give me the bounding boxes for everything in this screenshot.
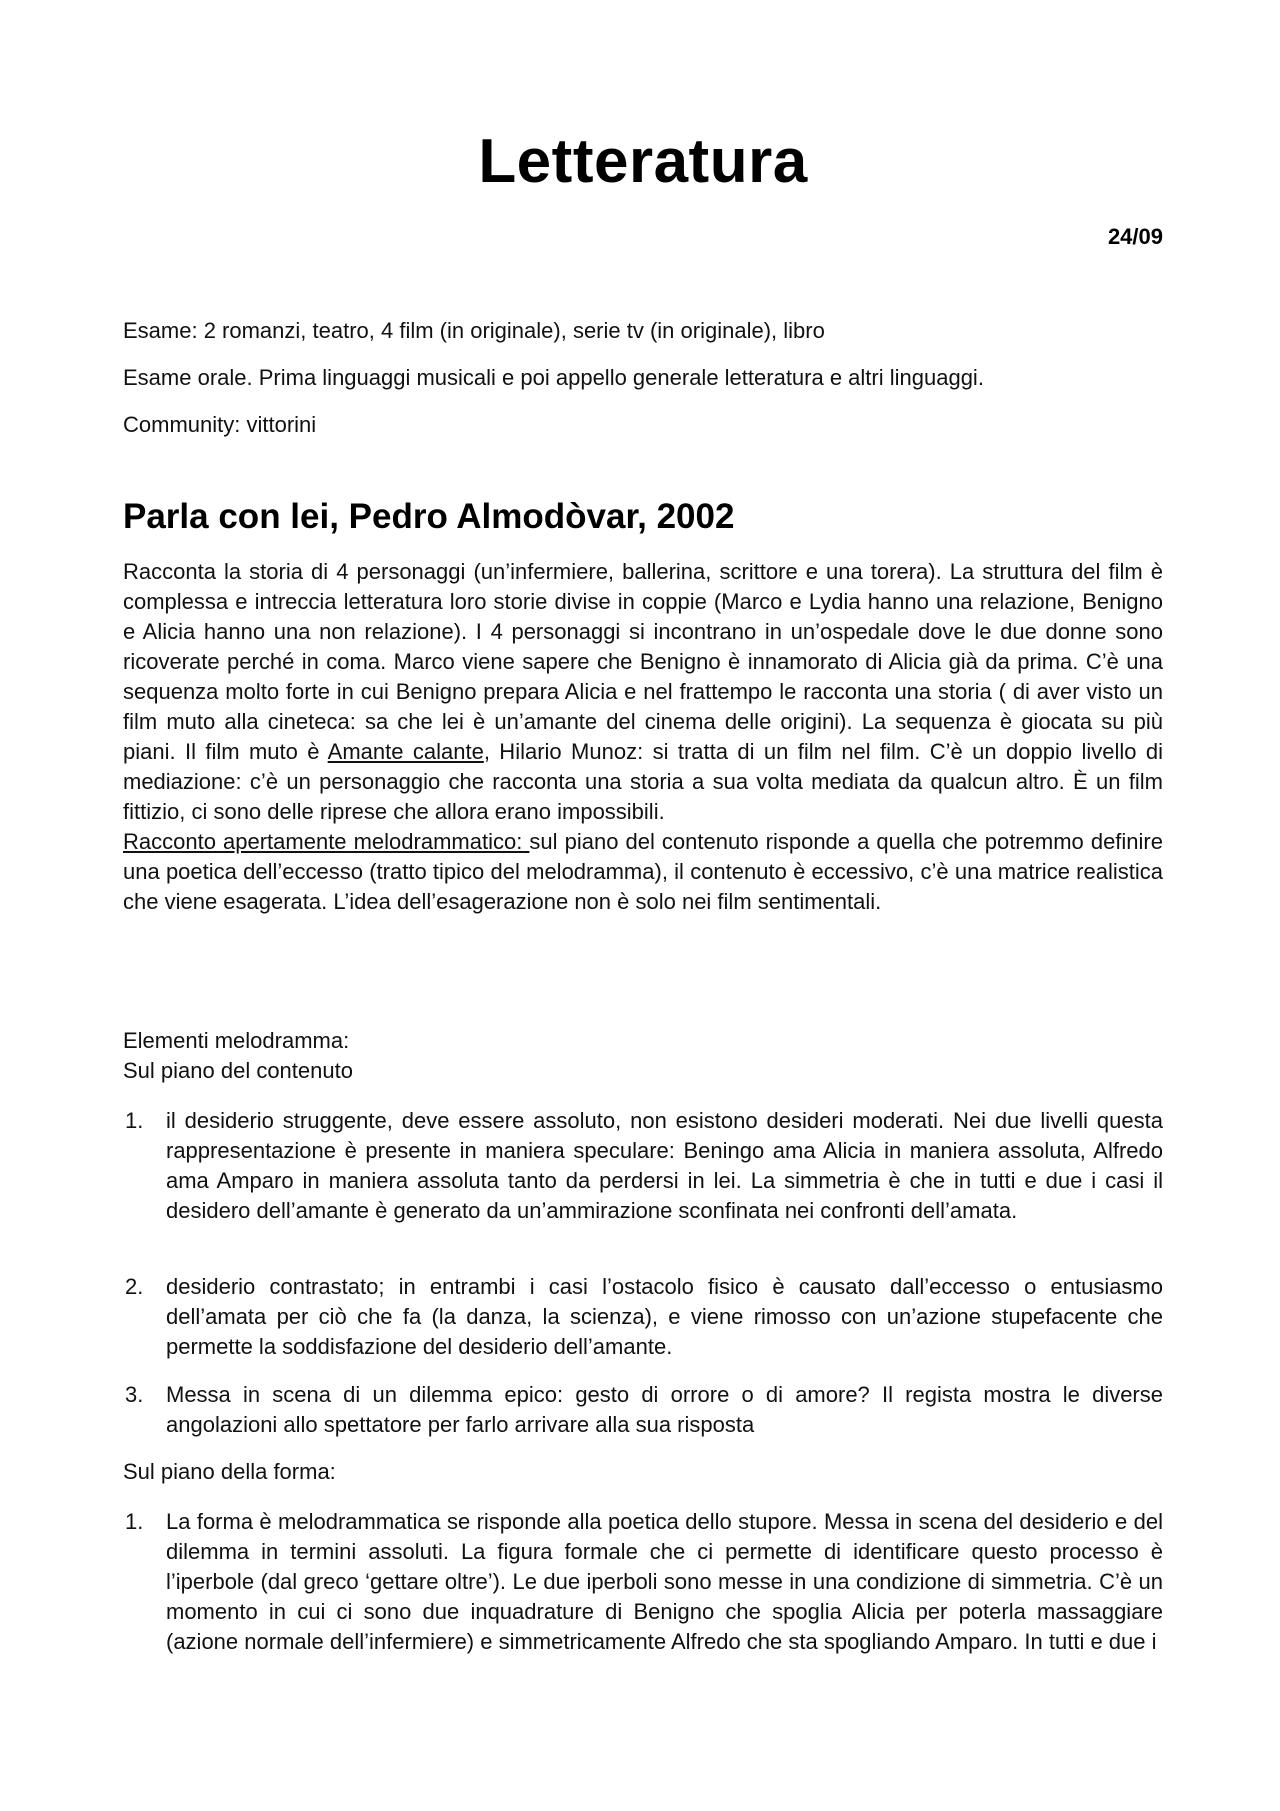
list-number: 3.: [125, 1382, 144, 1407]
exam-line: Esame: 2 romanzi, teatro, 4 film (in originale), serie tv (in originale), libro: [123, 318, 825, 343]
intro-text-b: , Hilario Munoz: si tratta di un film nel film. C’è un doppio livello di mediazione: c’è un personaggio che racconta una storia a sua volta mediata da qualcun altro. È un film fittizio, ci sono delle riprese che allora erano impossibili.: [123, 739, 1163, 824]
oral-exam-line: Esame orale. Prima linguaggi musicali e poi appello generale letteratura e altri linguaggi.: [123, 365, 984, 390]
content-label: Sul piano del contenuto: [123, 1058, 353, 1083]
list-number: 1.: [125, 1108, 144, 1133]
film-title-link: Amante calante: [327, 739, 484, 764]
intro-paragraph: [123, 557, 1163, 917]
section-heading: Parla con lei, Pedro Almodòvar, 2002: [123, 497, 735, 536]
lecture-date: 24/09: [1107, 224, 1163, 249]
melodrama-heading: Racconto apertamente melodrammatico:: [123, 829, 530, 854]
list-number: 2.: [125, 1274, 144, 1299]
list-text: Messa in scena di un dilemma epico: gesto di orrore o di amore? Il regista mostra le diverse angolazioni allo spettatore per farlo arrivare alla sua risposta: [166, 1382, 1163, 1437]
list-number: 1.: [125, 1509, 144, 1534]
melodrama-text: sul piano del contenuto risponde a quella che potremmo definire una poetica dell’eccesso (tratto tipico del melodramma), il contenuto è eccessivo, c’è una matrice realistica che viene esagerata. L’idea dell’esagerazione non è solo nei film sentimentali.: [123, 829, 1163, 914]
elements-label: Elementi melodramma:: [123, 1028, 350, 1053]
list-text: La forma è melodrammatica se risponde alla poetica dello stupore. Messa in scena del desiderio e del dilemma in termini assoluti. La figura formale che ci permette di identificare questo processo è l’iperbole (dal greco ‘gettare oltre’). Le due iperboli sono messe in una condizione di simmetria. C’è un momento in cui ci sono due inquadrature di Benigno che spoglia Alicia per poterla massaggiare (azione normale dell’infermiere) e simmetricamente Alfredo che sta spogliando Amparo. In tutti e due i: [166, 1509, 1163, 1654]
list-text: desiderio contrastato; in entrambi i casi l’ostacolo fisico è causato dall’eccesso o entusiasmo dell’amata per ciò che fa (la danza, la scienza), e viene rimosso con un’azione stupefacente che permette la soddisfazione del desiderio dell’amante.: [166, 1274, 1163, 1359]
form-label: Sul piano della forma:: [123, 1459, 336, 1484]
intro-text-a: Racconta la storia di 4 personaggi (un’infermiere, ballerina, scrittore e una torera). La struttura del film è complessa e intreccia letteratura loro storie divise in coppie (Marco e Lydia hanno una relazione, Benigno e Alicia hanno una non relazione). I 4 personaggi si incontrano in un’ospedale dove le due donne sono ricoverate perché in coma. Marco viene sapere che Benigno è innamorato di Alicia già da prima. C’è una sequenza molto forte in cui Benigno prepara Alicia e nel frattempo le racconta una storia ( di aver visto un film muto alla cineteca: sa che lei è un’amante del cinema delle origini). La sequenza è giocata su più piani. Il film muto è: [123, 559, 1163, 764]
community-line: Community: vittorini: [123, 412, 317, 437]
list-text: il desiderio struggente, deve essere assoluto, non esistono desideri moderati. Nei due livelli questa rappresentazione è presente in maniera speculare: Beningo ama Alicia in maniera assoluta, Alfredo ama Amparo in maniera assoluta tanto da perdersi in lei. La simmetria è che in tutti e due i casi il desidero dell’amante è generato da un’ammirazione sconfinata nei confronti dell’amata.: [166, 1108, 1163, 1223]
document-title: Letteratura: [478, 127, 808, 196]
